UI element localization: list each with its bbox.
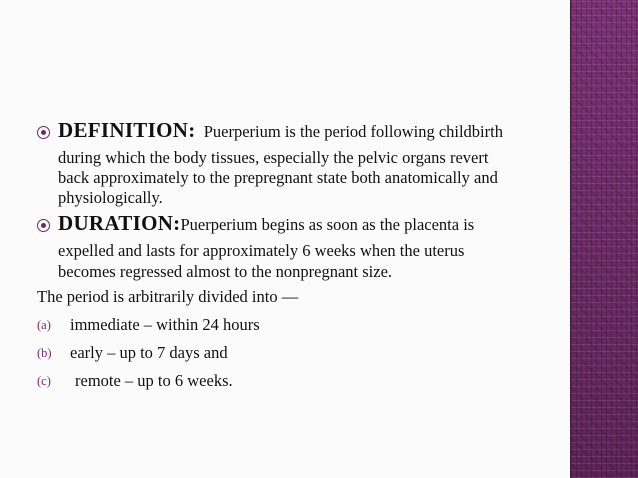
definition-line: physiologically. — [58, 188, 163, 207]
item-label: (c) — [37, 374, 51, 388]
definition-heading: DEFINITION: — [58, 118, 196, 142]
duration-heading: DURATION: — [58, 211, 181, 235]
duration-line: becomes regressed almost to the nonpregnant size. — [58, 262, 393, 281]
item-label: (b) — [37, 346, 52, 360]
definition-line: back approximately to the prepregnant state both anatomically and — [58, 168, 498, 187]
item-text: early – up to 7 days and — [70, 343, 228, 362]
definition-line: during which the body tissues, especially the pelvic organs revert — [58, 148, 489, 167]
definition-first-text: Puerperium is the period following childbirth — [195, 122, 503, 141]
decorative-sidebar — [570, 0, 638, 478]
definition-first-line — [58, 120, 503, 142]
duration-line: expelled and lasts for approximately 6 weeks when the uterus — [58, 241, 465, 260]
period-intro: The period is arbitrarily divided into — — [37, 287, 299, 306]
item-label: (a) — [37, 318, 51, 332]
duration-first-text: Puerperium begins as soon as the placenta is — [180, 215, 475, 234]
bullet-target-icon — [37, 219, 50, 232]
item-text: immediate – within 24 hours — [70, 315, 260, 334]
duration-first-line — [58, 213, 474, 235]
bullet-target-icon — [37, 126, 50, 139]
item-text: remote – up to 6 weeks. — [75, 371, 233, 390]
